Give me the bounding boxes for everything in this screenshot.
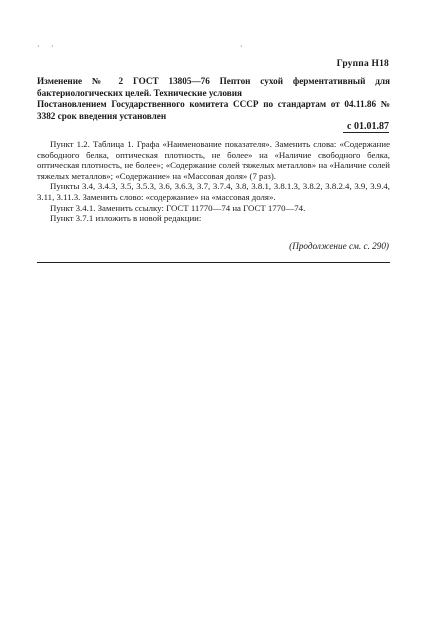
- amendment-decree: Постановлением Государственного комитета СССР по стандартам от 04.11.86 № 3382 срок введения установлен: [37, 99, 390, 121]
- continuation-note: (Продолжение см. с. 290): [289, 241, 389, 251]
- scan-speck: ·: [37, 42, 40, 51]
- section-divider: [37, 262, 390, 263]
- amendment-body: [37, 139, 390, 224]
- paragraph: Пункт 1.2. Таблица 1. Графа «Наименование показателя». Заменить слова: «Содержание свободного белка, оптическая плотность, не более» на «Наличие свободного белка, оптическая плотность, не более»; «Содержание солей тяжелых металлов» на «Наличие солей тяжелых металлов»; «Содержание» на «Массовая доля» (7 раз).: [37, 139, 390, 181]
- group-code: Группа Н18: [336, 59, 389, 69]
- scan-speck: ·: [51, 42, 54, 51]
- amendment-title: Изменение № 2 ГОСТ 13805—76 Пептон сухой ферментативный для бактериологических целей. Технические условия: [37, 76, 390, 98]
- effective-date-underline: [343, 132, 389, 133]
- paragraph: Пункты 3.4, 3.4.3, 3.5, 3.5.3, 3.6, 3.6.3, 3.7, 3.7.4, 3.8, 3.8.1, 3.8.1.3, 3.8.2, 3.8.2.4, 3.9, 3.9.4, 3.11, 3.11.3. Заменить слово: «содержание» на «массовая доля».: [37, 181, 390, 202]
- paragraph: Пункт 3.7.1 изложить в новой редакции:: [50, 213, 202, 224]
- scan-speck: ·: [240, 42, 243, 51]
- effective-date: с 01.01.87: [347, 121, 389, 132]
- paragraph: Пункт 3.4.1. Заменить ссылку: ГОСТ 11770—74 на ГОСТ 1770—74.: [50, 202, 306, 213]
